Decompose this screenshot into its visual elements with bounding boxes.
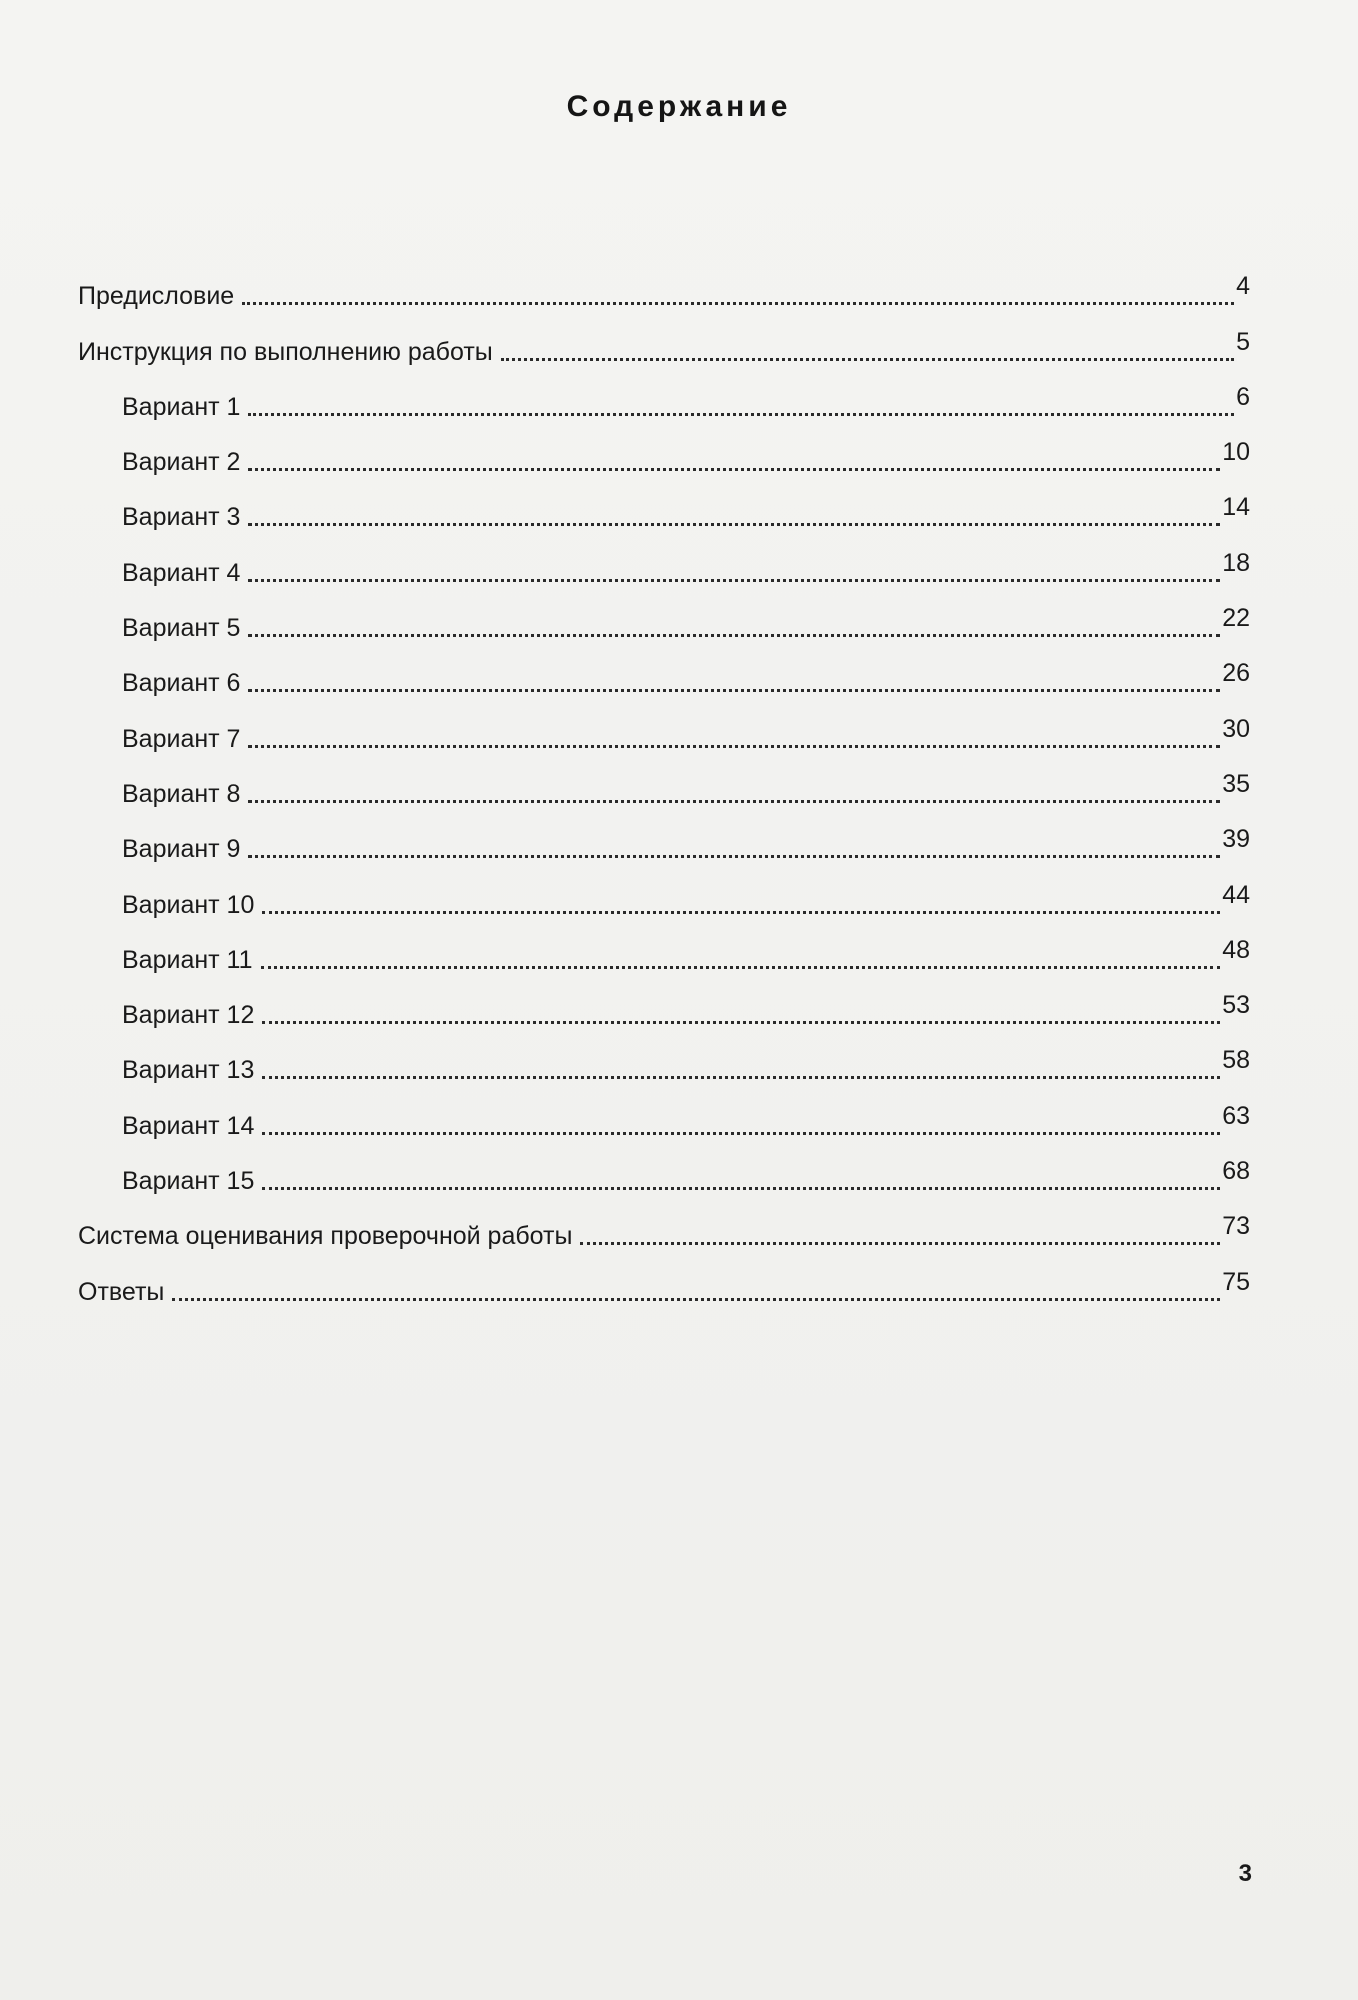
toc-entry-variant-15 [78,1143,1250,1198]
toc-entry-label: Предисловие [78,282,235,311]
toc-entry-page: 14 [1222,493,1250,522]
page-title: Содержание [566,90,792,123]
toc-entry-variant-2 [78,424,1250,479]
toc-entry-label: Ответы [78,1277,165,1306]
toc-entry-variant-13 [78,1032,1250,1087]
toc-entry-variant-4 [78,534,1250,589]
toc-leader-dots [248,579,1220,582]
toc-entry-label: Вариант 8 [122,779,241,808]
toc-entry-variant-3 [78,479,1250,534]
toc-entry-label: Вариант 9 [122,835,241,864]
toc-entry-page: 68 [1222,1157,1250,1186]
toc-leader-dots [262,1076,1220,1079]
toc-leader-dots [248,634,1220,637]
toc-entry-instructions [78,313,1250,368]
toc-entry-variant-12 [78,977,1250,1032]
toc-entry-label: Вариант 11 [122,945,253,974]
toc-leader-dots [262,911,1220,914]
toc-entry-variant-7 [78,700,1250,755]
toc-leader-dots [248,468,1220,471]
toc-entry-variant-8 [78,756,1250,811]
toc-entry-label: Вариант 6 [122,669,241,698]
toc-entry-label: Вариант 14 [122,1111,255,1140]
toc-leader-dots [248,745,1220,748]
toc-leader-dots [262,1021,1220,1024]
toc-leader-dots [248,413,1234,416]
toc-leader-dots [242,302,1234,305]
table-of-contents [78,258,1250,1309]
toc-entry-page: 10 [1222,438,1250,467]
toc-entry-label: Вариант 13 [122,1056,255,1085]
toc-entry-page: 26 [1222,659,1250,688]
toc-entry-page: 4 [1236,272,1250,301]
toc-entry-label: Вариант 10 [122,890,255,919]
toc-entry-page: 5 [1236,327,1250,356]
toc-entry-variant-11 [78,922,1250,977]
toc-entry-preface [78,258,1250,313]
toc-leader-dots [248,689,1220,692]
toc-entry-label: Вариант 3 [122,503,241,532]
toc-entry-label: Вариант 2 [122,448,241,477]
toc-leader-dots [248,855,1220,858]
toc-entry-label: Вариант 1 [122,392,241,421]
toc-entry-grading-system [78,1198,1250,1253]
toc-entry-page: 30 [1222,714,1250,743]
toc-entry-page: 35 [1222,769,1250,798]
toc-entry-page: 6 [1236,382,1250,411]
toc-entry-page: 75 [1222,1267,1250,1296]
toc-entry-page: 73 [1222,1212,1250,1241]
toc-entry-page: 63 [1222,1101,1250,1130]
toc-entry-label: Вариант 7 [122,724,241,753]
toc-entry-variant-1 [78,369,1250,424]
toc-entry-page: 48 [1222,935,1250,964]
toc-leader-dots [580,1242,1220,1245]
page-number: 3 [1238,1860,1252,1887]
toc-entry-variant-10 [78,866,1250,921]
toc-entry-label: Вариант 4 [122,558,241,587]
toc-entry-variant-5 [78,590,1250,645]
toc-entry-label: Вариант 12 [122,1001,255,1030]
toc-leader-dots [501,358,1234,361]
toc-entry-page: 58 [1222,1046,1250,1075]
toc-entry-variant-6 [78,645,1250,700]
toc-entry-page: 39 [1222,825,1250,854]
toc-leader-dots [172,1298,1220,1301]
toc-entry-variant-14 [78,1087,1250,1142]
toc-leader-dots [262,1187,1220,1190]
toc-leader-dots [261,966,1221,969]
toc-entry-page: 44 [1222,880,1250,909]
toc-entry-label: Вариант 5 [122,614,241,643]
toc-leader-dots [262,1132,1220,1135]
toc-entry-answers [78,1253,1250,1308]
toc-entry-variant-9 [78,811,1250,866]
toc-entry-page: 53 [1222,991,1250,1020]
toc-entry-page: 22 [1222,604,1250,633]
toc-entry-label: Система оценивания проверочной работы [78,1222,573,1251]
toc-leader-dots [248,800,1220,803]
toc-entry-label: Вариант 15 [122,1167,255,1196]
toc-entry-label: Инструкция по выполнению работы [78,337,493,366]
toc-leader-dots [248,523,1220,526]
toc-entry-page: 18 [1222,548,1250,577]
